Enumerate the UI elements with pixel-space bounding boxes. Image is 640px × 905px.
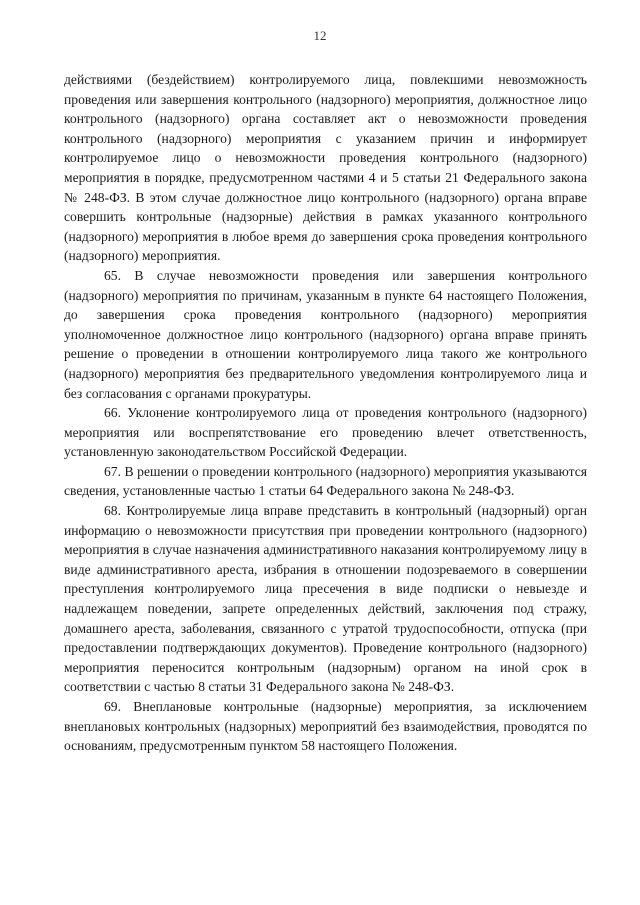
paragraph-69: 69. Внеплановые контрольные (надзорные) мероприятия, за исключением внеплановых контрольных (надзорных) мероприятий без взаимодействия, проводятся по основаниям, предусмотренным пунктом 58 настоящего Положения. [64,699,587,754]
paragraph-continuation: действиями (бездействием) контролируемого лица, повлекшими невозможность проведения или завершения контрольного (надзорного) мероприятия, должностное лицо контрольного (надзорного) органа составляет акт о невозможности проведения контрольного (надзорного) мероприятия с указанием причин и информирует контролируемое лицо о невозможности проведения контрольного (надзорного) мероприятия в порядке, предусмотренном частями 4 и 5 статьи 21 Федерального закона № 248-ФЗ. В этом случае должностное лицо контрольного (надзорного) органа вправе совершить контрольные (надзорные) действия в рамках указанного контрольного (надзорного) мероприятия в любое время до завершения срока проведения контрольного (надзорного) мероприятия. [64,72,587,264]
paragraph-66: 66. Уклонение контролируемого лица от проведения контрольного (надзорного) мероприятия или воспрепятствование его проведению влечет ответственность, установленную законодательством Российской Федерации. [64,405,587,460]
paragraph-67: 67. В решении о проведении контрольного (надзорного) мероприятия указываются сведения, установленные частью 1 статьи 64 Федерального закона № 248-ФЗ. [64,463,587,499]
paragraph-65: 65. В случае невозможности проведения или завершения контрольного (надзорного) мероприятия по причинам, указанным в пункте 64 настоящего Положения, до завершения срока проведения контрольного (надзорного) мероприятия уполномоченное должностное лицо контрольного (надзорного) органа вправе принять решение о проведении в отношении контролируемого лица такого же контрольного (надзорного) мероприятия без предварительного уведомления контролируемого лица и без согласования с органами прокуратуры. [64,267,587,401]
document-body [64,70,587,756]
paragraph-68: 68. Контролируемые лица вправе представить в контрольный (надзорный) орган информацию о невозможности присутствия при проведении контрольного (надзорного) мероприятия в случае назначения административного наказания контролируемому лицу в виде административного ареста, избрания в отношении подозреваемого в совершении преступления контролируемого лица пресечения в виде подписки о невыезде и надлежащем поведении, запрете определенных действий, заключения под стражу, домашнего ареста, заболевания, связанного с утратой трудоспособности, отпуска (при предоставлении подтверждающих документов). Проведение контрольного (надзорного) мероприятия переносится контрольным (надзорным) органом на иной срок в соответствии с частью 8 статьи 31 Федерального закона № 248-ФЗ. [64,503,587,695]
page-number: 12 [313,28,327,43]
